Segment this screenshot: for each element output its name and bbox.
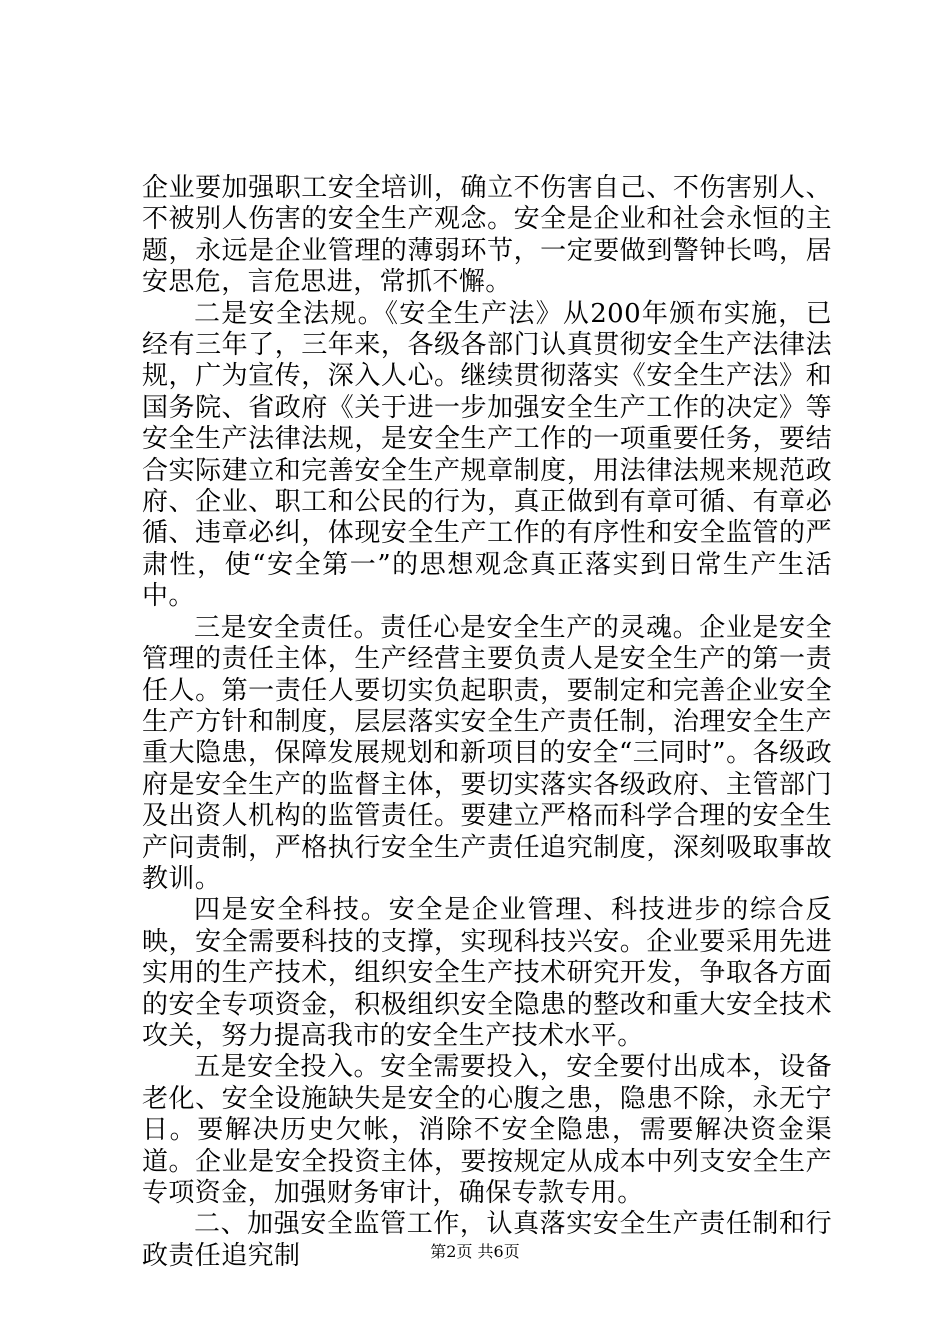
paragraph-safety-regulations: 二是安全法规。《安全生产法》从200年颁布实施，已经有三年了，三年来，各级各部门认真贯彻安全生产法律法规，广为宣传，深入人心。继续贯彻落实《安全生产法》和国务院、省政府《关于进一步加强安全生产工作的决定》等安全生产法律法规，是安全生产工作的一项重要任务，要结合实际建立和完善安全生产规章制度，用法律法规来规范政府、企业、职工和公民的行为，真正做到有章可循、有章必循、违章必纠，体现安全生产工作的有序性和安全监管的严肃性，使“安全第一”的思想观念真正落实到日常生产生活中。	[142, 298, 832, 612]
paragraph-safety-technology: 四是安全科技。安全是企业管理、科技进步的综合反映，安全需要科技的支撑，实现科技兴安。企业要采用先进实用的生产技术，组织安全生产技术研究开发，争取各方面的安全专项资金，积极组织安全隐患的整改和重大安全技术攻关，努力提高我市的安全生产技术水平。	[142, 895, 832, 1051]
section-heading-supervision: 二、加强安全监管工作，认真落实安全生产责任制和行政责任追究制	[142, 1209, 832, 1271]
paragraph-safety-responsibility: 三是安全责任。责任心是安全生产的灵魂。企业是安全管理的责任主体，生产经营主要负责人是安全生产的第一责任人。第一责任人要切实负起职责，要制定和完善企业安全生产方针和制度，层层落实安全生产责任制，治理安全生产重大隐患，保障发展规划和新项目的安全“三同时”。各级政府是安全生产的监督主体，要切实落实各级政府、主管部门及出资人机构的监管责任。要建立严格而科学合理的安全生产问责制，严格执行安全生产责任追究制度，深刻吸取事故教训。	[142, 612, 832, 894]
paragraph-continuation: 企业要加强职工安全培训，确立不伤害自己、不伤害别人、不被别人伤害的安全生产观念。安全是企业和社会永恒的主题，永远是企业管理的薄弱环节，一定要做到警钟长鸣，居安思危，言危思进，常抓不懈。	[142, 173, 832, 298]
document-body	[142, 173, 832, 1272]
page-number-footer: 第2页 共6页	[430, 1242, 520, 1261]
paragraph-safety-investment: 五是安全投入。安全需要投入，安全要付出成本，设备老化、安全设施缺失是安全的心腹之患，隐患不除，永无宁日。要解决历史欠帐，消除不安全隐患，需要解决资金渠道。企业是安全投资主体，要按规定从成本中列支安全生产专项资金，加强财务审计，确保专款专用。	[142, 1052, 832, 1208]
